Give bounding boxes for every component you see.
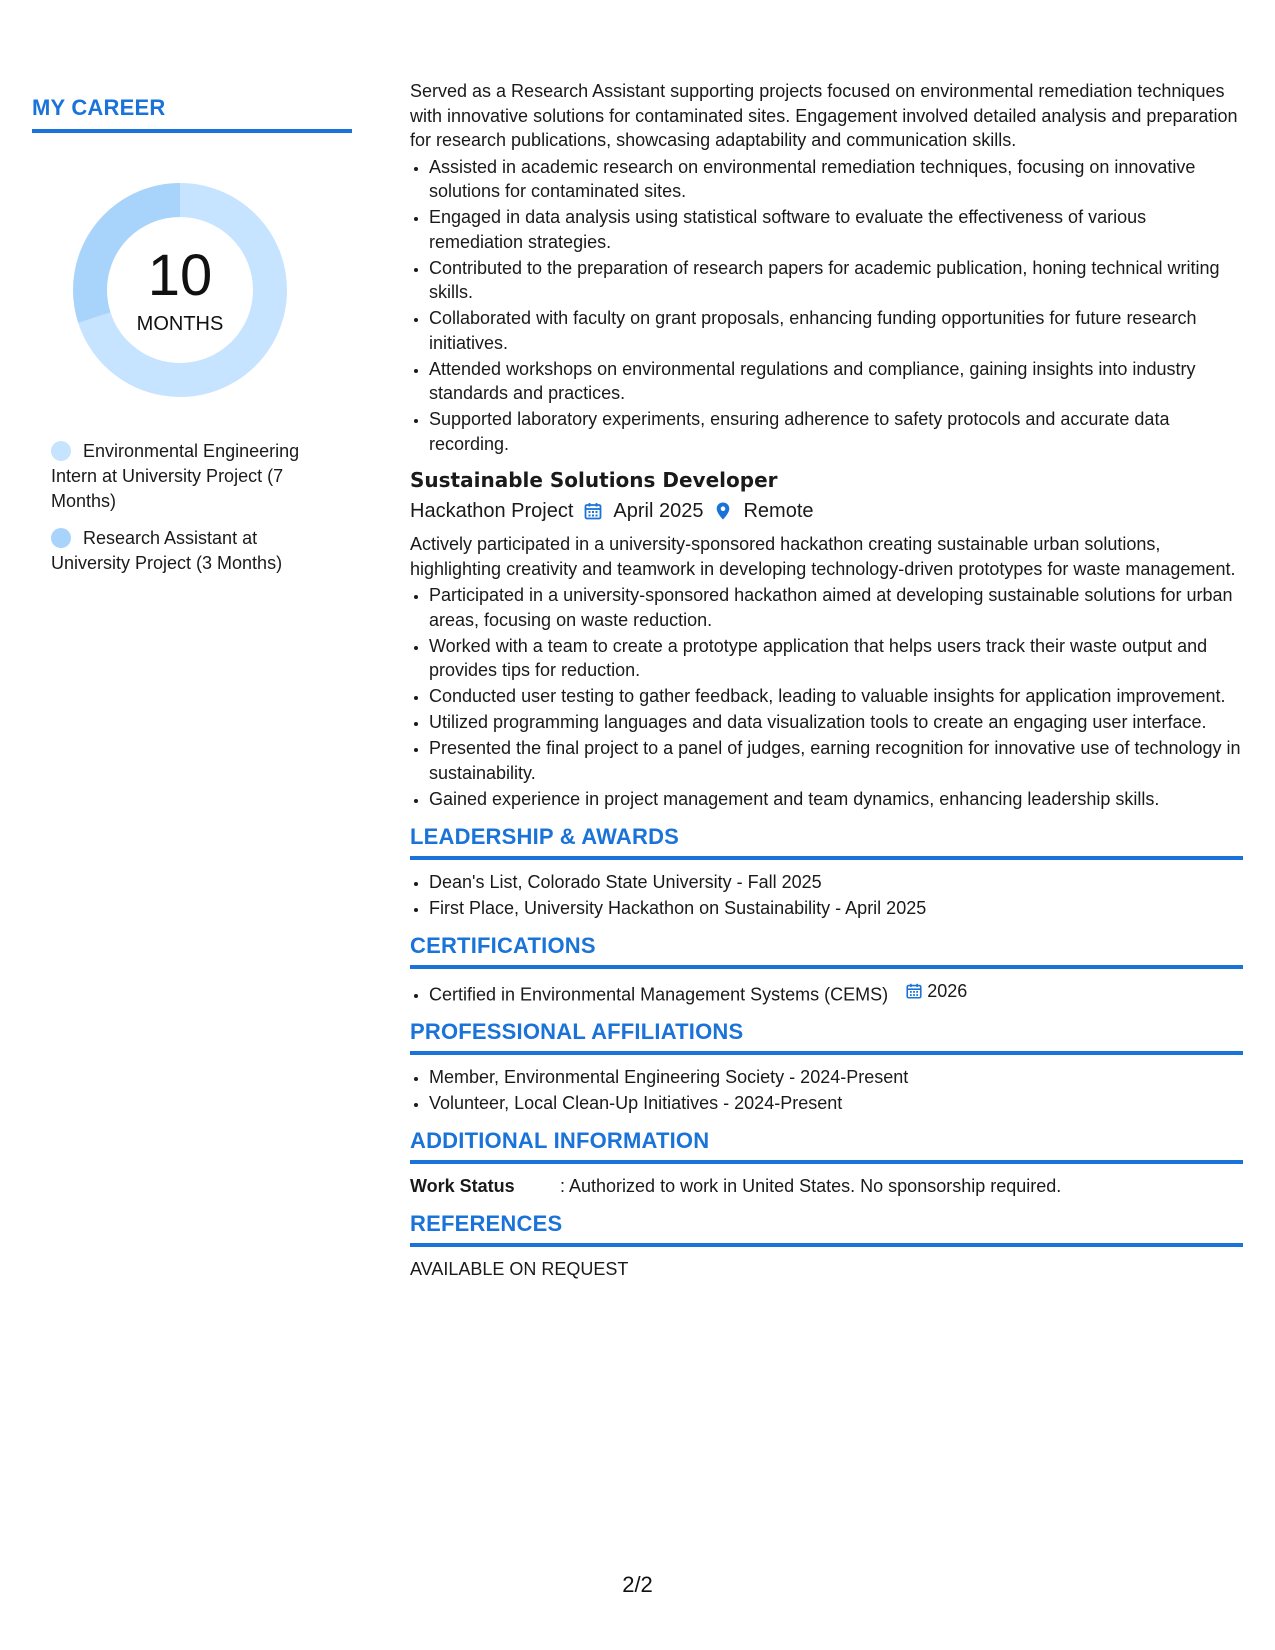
bullet-item: • Engaged in data analysis using statistical software to evaluate the effectiveness of various remediation strategies. (429, 205, 1243, 254)
certification-name: Certified in Environmental Management Systems (CEMS) (429, 983, 889, 1004)
references-heading: REFERENCES (410, 1212, 1243, 1247)
affiliation-item: • Member, Environmental Engineering Society - 2024-Present (429, 1065, 1243, 1090)
award-item: • First Place, University Hackathon on Sustainability - April 2025 (429, 896, 1243, 921)
page-number: 2/2 (622, 1572, 653, 1597)
certification-item (429, 979, 1243, 1007)
hackathon-bullets (410, 583, 1243, 811)
donut-center (67, 177, 293, 403)
bullet-item: • Presented the final project to a panel of judges, earning recognition for innovative use of technology in sustainability. (429, 736, 1243, 785)
bullet-item: • Assisted in academic research on environmental remediation techniques, focusing on innovative solutions for contaminated sites. (429, 155, 1243, 204)
bullet-item: • Contributed to the preparation of research papers for academic publication, honing technical writing skills. (429, 256, 1243, 305)
certifications-list (410, 979, 1243, 1007)
award-item: • Dean's List, Colorado State University - Fall 2025 (429, 870, 1243, 895)
donut-total-value: 10 (147, 243, 213, 308)
research-bullets (410, 155, 1243, 457)
work-status-value: : Authorized to work in United States. No sponsorship required. (560, 1175, 1062, 1196)
leadership-list (410, 870, 1243, 921)
donut-unit-label: MONTHS (136, 313, 224, 335)
affiliation-item: • Volunteer, Local Clean-Up Initiatives - 2024-Present (429, 1091, 1243, 1116)
bullet-item: • Conducted user testing to gather feedback, leading to valuable insights for application improvement. (429, 684, 1243, 709)
bullet-item: • Attended workshops on environmental regulations and compliance, gaining insights into industry standards and practices. (429, 357, 1243, 406)
job-title: Sustainable Solutions Developer (410, 468, 778, 492)
job-date: April 2025 (613, 500, 704, 522)
work-status-row (410, 1174, 1243, 1199)
career-donut-chart (67, 177, 293, 403)
additional-info-heading: ADDITIONAL INFORMATION (410, 1129, 1243, 1164)
bullet-item: • Worked with a team to create a prototype application that helps users track their waste output and provides tips for reduction. (429, 634, 1243, 683)
bullet-item: • Gained experience in project management and team dynamics, enhancing leadership skills. (429, 787, 1243, 812)
leadership-heading: LEADERSHIP & AWARDS (410, 825, 1243, 860)
certification-date (905, 979, 967, 1004)
bullet-item: • Participated in a university-sponsored hackathon aimed at developing sustainable solutions for urban areas, focusing on waste reduction. (429, 583, 1243, 632)
legend-label: Research Assistant at University Project (3 Months) (51, 528, 283, 573)
work-status-label: Work Status (410, 1175, 515, 1196)
bullet-item: • Utilized programming languages and data visualization tools to create an engaging user interface. (429, 710, 1243, 735)
left-column (32, 95, 352, 588)
legend-dot (51, 441, 71, 461)
legend-item (51, 439, 319, 514)
bullet-item: • Supported laboratory experiments, ensuring adherence to safety protocols and accurate data recording. (429, 407, 1243, 456)
calendar-icon (583, 501, 603, 521)
certifications-heading: CERTIFICATIONS (410, 934, 1243, 969)
research-summary: Served as a Research Assistant supporting projects focused on environmental remediation techniques with innovative solutions for contaminated sites. Engagement involved detailed analysis and preparation for research publications, showcasing adaptability and communication skills. (410, 81, 1238, 150)
career-legend (51, 439, 319, 576)
references-text: AVAILABLE ON REQUEST (410, 1258, 629, 1279)
affiliations-heading: PROFESSIONAL AFFILIATIONS (410, 1020, 1243, 1055)
map-pin-icon (713, 501, 733, 521)
calendar-icon (905, 982, 923, 1000)
hackathon-summary: Actively participated in a university-sponsored hackathon creating sustainable urban solutions, highlighting creativity and teamwork in developing technology-driven prototypes for waste management. (410, 534, 1236, 579)
job-location: Remote (743, 500, 814, 522)
certification-year: 2026 (927, 980, 968, 1001)
affiliations-list (410, 1065, 1243, 1116)
legend-label: Environmental Engineering Intern at University Project (7 Months) (51, 441, 300, 511)
right-column (410, 79, 1243, 1281)
job-meta (410, 496, 1243, 526)
legend-dot (51, 528, 71, 548)
job-org: Hackathon Project (410, 500, 574, 522)
my-career-heading: MY CAREER (32, 95, 352, 133)
bullet-item: • Collaborated with faculty on grant proposals, enhancing funding opportunities for future research initiatives. (429, 306, 1243, 355)
legend-item (51, 526, 319, 576)
